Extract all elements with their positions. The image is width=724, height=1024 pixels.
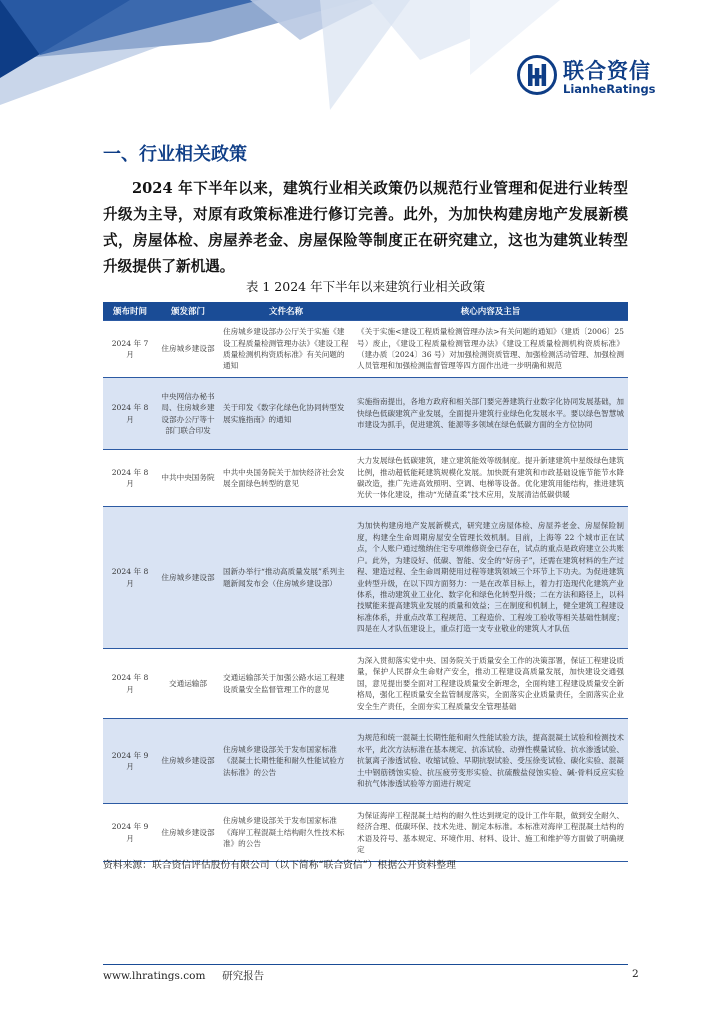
footer-divider xyxy=(103,964,628,965)
brand-logo xyxy=(517,55,692,97)
policy-table xyxy=(103,302,628,862)
cell-document: 国新办举行“推动高质量发展”系列主题新闻发布会（住房城乡建设部） xyxy=(219,507,353,649)
cell-date: 2024 年 8 月 xyxy=(103,378,157,450)
section-intro-paragraph: 2024 年下半年以来，建筑行业相关政策仍以规范行业管理和促进行业转型升级为主导，对原有政策标准进行修订完善。此外，为加快构建房地产发展新模式，房屋体检、房屋养老金、房屋保险等制度正在研究建立，这也为建筑业转型升级提供了新机遇。 xyxy=(103,180,628,275)
cell-department: 中央网信办秘书局、住房城乡建设部办公厅等十部门联合印发 xyxy=(157,378,219,450)
cell-date: 2024 年 8 月 xyxy=(103,649,157,719)
footer-left xyxy=(103,968,264,983)
cell-document: 住房城乡建设部关于发布国家标准《海岸工程混凝土结构耐久性技术标准》的公告 xyxy=(219,804,353,862)
header-date: 颁布时间 xyxy=(103,302,157,321)
footer-report-label: 研究报告 xyxy=(222,970,265,982)
brand-logo-icon xyxy=(517,55,557,95)
cell-date: 2024 年 7 月 xyxy=(103,321,157,378)
table-row xyxy=(103,804,628,862)
table-source-note: 资料来源：联合资信评估股份有限公司（以下简称“联合资信”）根据公开资料整理 xyxy=(103,860,456,871)
cell-document: 交通运输部关于加强公路水运工程建设质量安全监督管理工作的意见 xyxy=(219,649,353,719)
table-row xyxy=(103,321,628,378)
cell-core-content: 大力发展绿色低碳建筑，建立建筑能效等级制度。提升新建建筑中星级绿色建筑比例，推动超低能耗建筑规模化发展。加快既有建筑和市政基础设施节能节水降碳改造，推广先进高效照明、空调、电梯等设备。优化建筑用能结构，推进建筑光伏一体化建设，推动“光储直柔”技术应用，发展清洁低碳供暖 xyxy=(353,450,628,507)
section-heading: 一、行业相关政策 xyxy=(103,144,247,165)
header-department: 颁发部门 xyxy=(157,302,219,321)
page-number: 2 xyxy=(632,968,639,980)
cell-department: 住房城乡建设部 xyxy=(157,804,219,862)
cell-core-content: 《关于实施<建设工程质量检测管理办法>有关问题的通知》（建质〔2006〕25 号）废止，《建设工程质量检测管理办法》《建设工程质量检测机构资质标准》（建办质〔2024〕36 号）对加强检测资质管理、加强检测活动管理、加强检测人员管理和加强检测监督管理等四方面作出进一步明确和规范 xyxy=(353,321,628,378)
table-row xyxy=(103,719,628,804)
cell-core-content: 为深入贯彻落实党中央、国务院关于质量安全工作的决策部署，保证工程建设质量，保护人民群众生命财产安全，推动工程建设高质量发展，加快建设交通强国，意见提出要全面对工程建设质量安全新理念，全面构建工程建设质量安全新格局，强化工程质量安全监管制度落实，全面落实企业质量责任，全面落实企业安全生产责任，全面夯实工程质量安全管理基础 xyxy=(353,649,628,719)
cell-document: 住房城乡建设部办公厅关于实施《建设工程质量检测管理办法》《建设工程质量检测机构资质标准》有关问题的通知 xyxy=(219,321,353,378)
table-row xyxy=(103,378,628,450)
cell-date: 2024 年 8 月 xyxy=(103,507,157,649)
cell-department: 住房城乡建设部 xyxy=(157,719,219,804)
cell-document: 关于印发《数字化绿色化协同转型发展实施指南》的通知 xyxy=(219,378,353,450)
footer-website-link[interactable]: www.lhratings.com xyxy=(103,970,206,982)
cell-department: 住房城乡建设部 xyxy=(157,321,219,378)
cell-core-content: 为规范和统一混凝土长期性能和耐久性能试验方法，提高混凝土试验和检测技术水平，此次方法标准在基本规定、抗冻试验、动弹性模量试验、抗水渗透试验、抗氯离子渗透试验、收缩试验、早期抗裂试验、受压徐变试验、碳化实验、混凝土中钢筋锈蚀实验、抗压疲劳变形实验、抗硫酸盐侵蚀实验、碱-骨料反应实验和抗气体渗透试验等方面进行规定 xyxy=(353,719,628,804)
cell-date: 2024 年 9 月 xyxy=(103,719,157,804)
cell-date: 2024 年 8 月 xyxy=(103,450,157,507)
cell-department: 中共中央国务院 xyxy=(157,450,219,507)
cell-document: 中共中央国务院关于加快经济社会发展全面绿色转型的意见 xyxy=(219,450,353,507)
cell-date: 2024 年 9 月 xyxy=(103,804,157,862)
table-caption: 表 1 2024 年下半年以来建筑行业相关政策 xyxy=(245,279,486,294)
header-core-content: 核心内容及主旨 xyxy=(353,302,628,321)
table-row xyxy=(103,649,628,719)
table-row xyxy=(103,507,628,649)
cell-core-content: 实施指南提出，各地方政府和相关部门要完善建筑行业数字化协同发展基础，加快绿色低碳建筑产业发展，全面提升建筑行业绿色化发展水平。要以绿色智慧城市建设为抓手，促进建筑、能源等多领域在绿色低碳方面的全方位协同 xyxy=(353,378,628,450)
cell-core-content: 为保证海岸工程混凝土结构的耐久性达到规定的设计工作年限，做到安全耐久、经济合理、低碳环保、技术先进、制定本标准。本标准对海岸工程混凝土结构的术语及符号、基本规定、环境作用、材料、设计、施工和维护等方面做了明确规定 xyxy=(353,804,628,862)
table-row xyxy=(103,450,628,507)
header-document: 文件名称 xyxy=(219,302,353,321)
table-header-row xyxy=(103,302,628,321)
brand-name-cn: 联合资信 xyxy=(563,59,651,83)
cell-document: 住房城乡建设部关于发布国家标准《混凝土长期性能和耐久性能试验方法标准》的公告 xyxy=(219,719,353,804)
cell-department: 交通运输部 xyxy=(157,649,219,719)
brand-name-en: LianheRatings xyxy=(563,82,656,96)
cell-core-content: 为加快构建房地产发展新模式，研究建立房屋体检、房屋养老金、房屋保险制度，构建全生命周期房屋安全管理长效机制。目前，上海等 22 个城市正在试点，个人账户通过缴纳住宅专项维修资金已存在，试点的重点是政府建立公共账户。此外，为建设好、低碳、智能、安全的“好房子”，还需在建筑材料的生产过程、建造过程、全生命周期使用过程等建筑领域三个环节上下功夫。为促进建筑业转型升级，在以下四方面努力：一是在改革目标上，着力打造现代化建筑产业体系，推动建筑业工业化、数字化和绿色化转型升级；二在方法和路径上，以科技赋能来提高建筑业发展的质量和效益；三在制度和机制上，健全建筑工程建设标准体系，并重点改革工程规范、工程造价、工程竣工验收等相关基础性制度；四是在人才队伍建设上，重点打造一支专业敬业的建筑人才队伍 xyxy=(353,507,628,649)
cell-department: 住房城乡建设部 xyxy=(157,507,219,649)
